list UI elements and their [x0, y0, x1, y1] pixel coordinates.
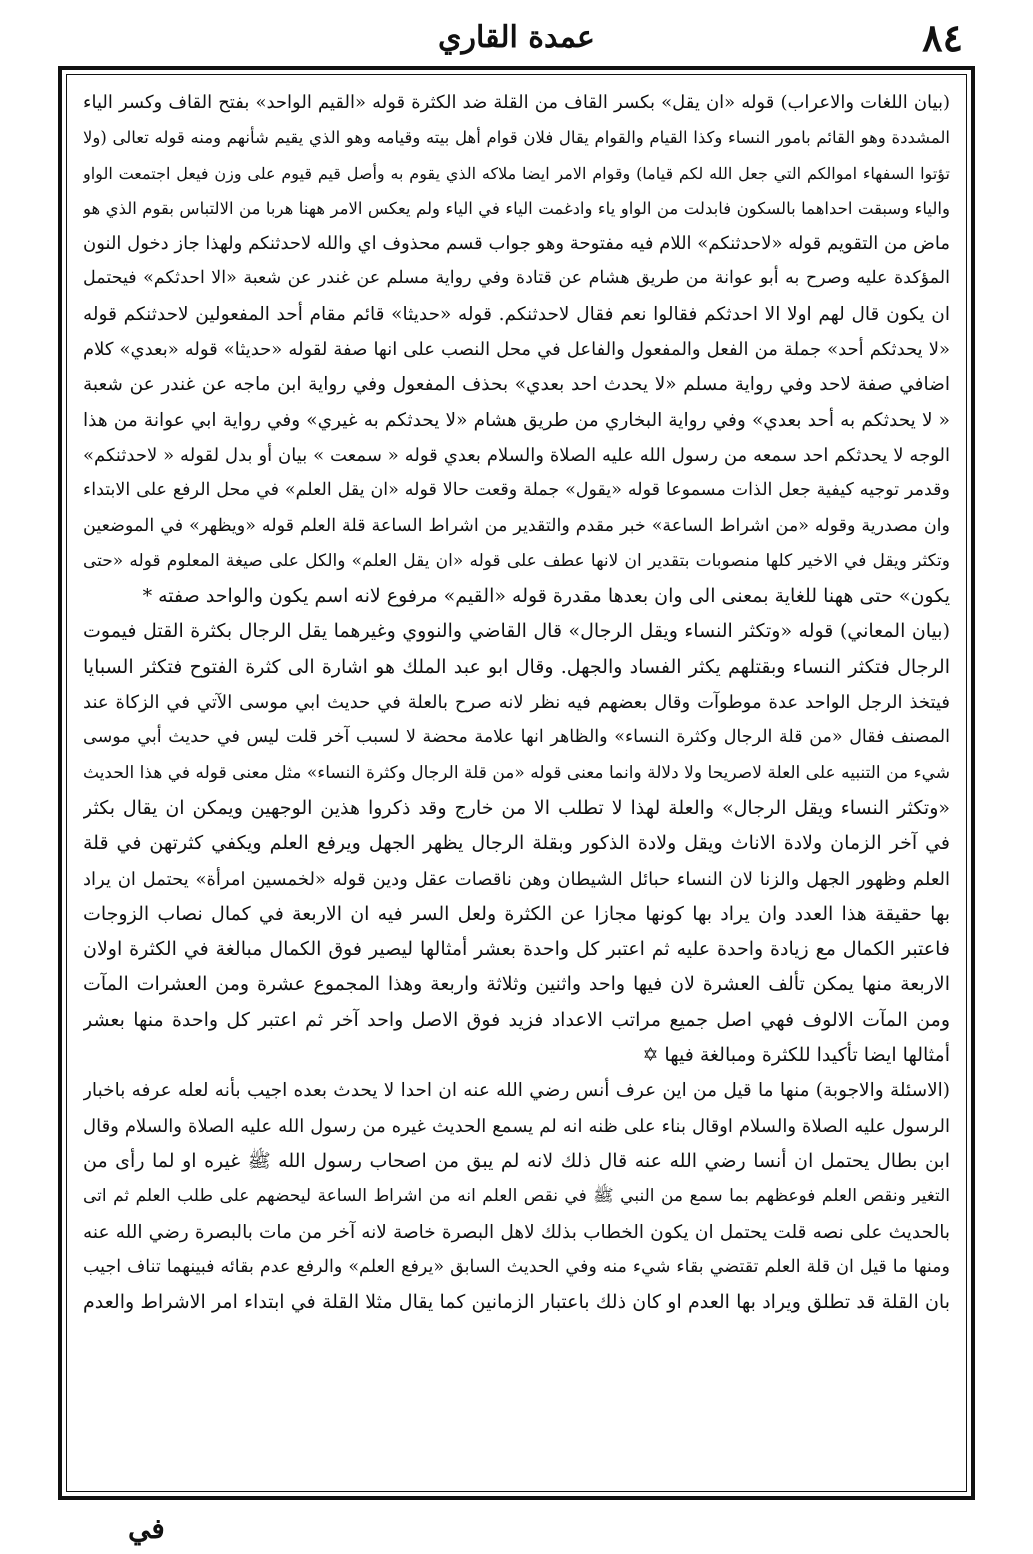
- text-line: ومنها ما قيل ان قلة العلم تقتضي بقاء شيء منه وفي الحديث السابق «يرفع العلم» والرفع عدم بقائه فبينهما تناف اجيب: [83, 1256, 950, 1277]
- text-line: بان القلة قد تطلق ويراد بها العدم او كان ذلك باعتبار الزمانين كما يقال مثلا القلة في ابتداء امر الاشراط والعدم: [83, 1291, 950, 1314]
- text-line: ماض من التقويم قوله «لاحدثنكم» اللام فيه مفتوحة وهو جواب قسم محذوف اي والله لاحدثنكم ولهذا جاز دخول النون: [83, 233, 950, 255]
- text-line: الاربعة منها يمكن تألف العشرة لان فيها واحد واثنين وثلاثة واربعة وهذا المجموع عشرة ومن العشرات المآت: [83, 973, 950, 996]
- text-line: شيء من التنبيه على العلة لاصريحا ولا دلالة وانما معنى قوله «من قلة الرجال وكثرة النساء» مثل معنى قوله في هذا الحديث: [83, 762, 950, 783]
- text-line: وان مصدرية وقوله «من اشراط الساعة» خبر مقدم والتقدير من اشراط الساعة قلة العلم قوله «ويظهر» في الموضعين: [83, 515, 950, 536]
- text-line: في آخر الزمان ولادة الاناث ويقل ولادة الذكور وبقلة الرجال يظهر الجهل ويرفع العلم ويكفي كثرتهن في قلة: [83, 832, 950, 855]
- text-line: الوجه لا يحدثكم احد سمعه من رسول الله عليه الصلاة والسلام بعدي قوله « سمعت » بيان أو بدل لقوله « لاحدثنكم»: [83, 444, 950, 466]
- text-line: «لا يحدثكم أحد» جملة من الفعل والمفعول والفاعل في محل النصب على انها صفة لقوله «حديثا» قوله «بعدي» كلام: [83, 339, 950, 361]
- text-line: تؤتوا السفهاء اموالكم التي جعل الله لكم قياما) وقوام الامر ايضا ملاكه الذي يقوم به وأصل قيم قيوم على وزن فيعل اجتمعت الواو: [83, 163, 950, 183]
- text-line: ومن المآت الالوف فهي اصل جميع مراتب الاعداد فزيد فوق الاصل واحد آخر ثم اعتبر كل واحدة منها بعشر: [83, 1008, 950, 1031]
- text-line: أمثالها ايضا تأكيدا للكثرة ومبالغة فيها ✡: [642, 1044, 950, 1067]
- text-line: (بيان اللغات والاعراب) قوله «ان يقل» بكسر القاف من القلة ضد الكثرة قوله «القيم الواحد» بفتح القاف وكسر الياء: [83, 92, 950, 113]
- text-line: الرجال فتكثر النساء وبقتلهم يكثر الفساد والجهل. وقال ابو عبد الملك هو اشارة الى كثرة الفتوح فتكثر السبايا: [83, 655, 950, 678]
- text-line: المؤكدة عليه وصرح به أبو عوانة من طريق هشام عن قتادة وفي رواية مسلم عن غندر عن شعبة «الا احدثكم» فيحتمل: [83, 268, 950, 289]
- text-line: وتكثر ويقل في الاخير كلها منصوبات بتقدير ان لانها عطف على قوله «ان يقل العلم» والكل على صيغة المعلوم قوله «حتى: [83, 550, 950, 571]
- text-line: ابن بطال يحتمل ان أنسا رضي الله عنه قال ذلك لانه لم يبق من اصحاب رسول الله ﷺ غيره او لما رأى من: [83, 1149, 950, 1172]
- text-line: العلم وظهور الجهل والزنا لان النساء حبائل الشيطان وهن ناقصات عقل ودين قوله «لخمسين امرأة» يحتمل ان يراد: [83, 868, 950, 890]
- text-line: وقدمر توجيه كيفية جعل الذات مسموعا قوله «يقول» جملة وقعت حالا قوله «ان يقل العلم» في محل الرفع على الابتداء: [83, 480, 950, 501]
- page-header: [60, 14, 973, 62]
- text-line: الرسول عليه الصلاة والسلام اوقال بناء على ظنه انه لم يسمع الحديث غيره من رسول الله عليه الصلاة والسلام وقال: [83, 1115, 950, 1137]
- text-line: بها حقيقة هذا العدد وان يراد بها كونها مجازا عن الكثرة ولعل السر فيه ان الاربعة في كمال نصاب الزوجات: [83, 902, 950, 925]
- running-title: عمدة القاري: [438, 20, 595, 55]
- text-line: المصنف فقال «من قلة الرجال وكثرة النساء» والظاهر انها علامة محضة لا لسبب آخر قلت ليس في حديث أبي موسى: [83, 727, 950, 748]
- text-line: ان يكون قال لهم اولا الا احدثكم فقالوا نعم فقال لاحدثنكم. قوله «حديثا» قائم مقام أحد المفعولين لاحدثنكم قوله: [83, 303, 950, 325]
- text-line: « لا يحدثكم به أحد بعدي» وفي رواية البخاري من طريق هشام «لا يحدثكم به غيري» وفي رواية ابي عوانة من هذا: [83, 409, 950, 431]
- text-line: فيتخذ الرجل الواحد عدة موطوآت وقال بعضهم فيه نظر لانه صرح بالعلة في حديث ابي موسى الآتي في الزكاة عند: [83, 692, 950, 714]
- catchword: في: [128, 1512, 165, 1545]
- text-line: (بيان المعاني) قوله «وتكثر النساء ويقل الرجال» قال القاضي والنووي وغيرهما يقل الرجال بكثرة القتل فيموت: [83, 620, 950, 643]
- page-number: ٨٤: [922, 15, 963, 60]
- text-line: بالحديث على نصه قلت يحتمل ان يكون الخطاب بذلك لاهل البصرة خاصة لانه آخر من مات بالبصرة رضي الله عنه: [83, 1221, 950, 1243]
- text-line: (الاسئلة والاجوبة) منها ما قيل من اين عرف أنس رضي الله عنه ان احدا لا يحدث بعده اجيب بأنه لعله عرفه باخبار: [83, 1080, 950, 1102]
- text-line: اضافي صفة لاحد وفي رواية مسلم «لا يحدث احد بعدي» بحذف المفعول وفي رواية ابن ماجه عن غندر عن شعبة: [83, 374, 950, 396]
- page-body: [66, 74, 967, 1492]
- text-line: المشددة وهو القائم بامور النساء وكذا القيام والقوام يقال فلان قوام أهل بيته وقيامه وهو الذي يقيم شأنهم ومنه قوله تعالى (ولا: [83, 128, 950, 148]
- text-line: فاعتبر الكمال مع زيادة واحدة عليه ثم اعتبر كل واحدة بعشر أمثالها ليصير فوق الكمال مبالغة في الكثرة اولان: [83, 938, 950, 961]
- text-line: يكون» حتى ههنا للغاية بمعنى الى وان بعدها مقدرة قوله «القيم» مرفوع لانه اسم يكون والواحد صفته *: [142, 585, 950, 608]
- text-line: «وتكثر النساء ويقل الرجال» والعلة لهذا لا تطلب الا من خارج وقد ذكروا هذين الوجهين ويمكن ان يقال بكثر: [83, 796, 950, 819]
- text-line: التغير ونقص العلم فوعظهم بما سمع من النبي ﷺ في نقص العلم انه من اشراط الساعة ليحضهم على طلب العلم ثم اتى: [83, 1186, 950, 1207]
- text-line: والياء وسبقت احداهما بالسكون فابدلت من الواو ياء وادغمت الياء في الياء ولم يعكس الامر ههنا هربا من الالتباس بقوم الذي هو: [83, 198, 950, 218]
